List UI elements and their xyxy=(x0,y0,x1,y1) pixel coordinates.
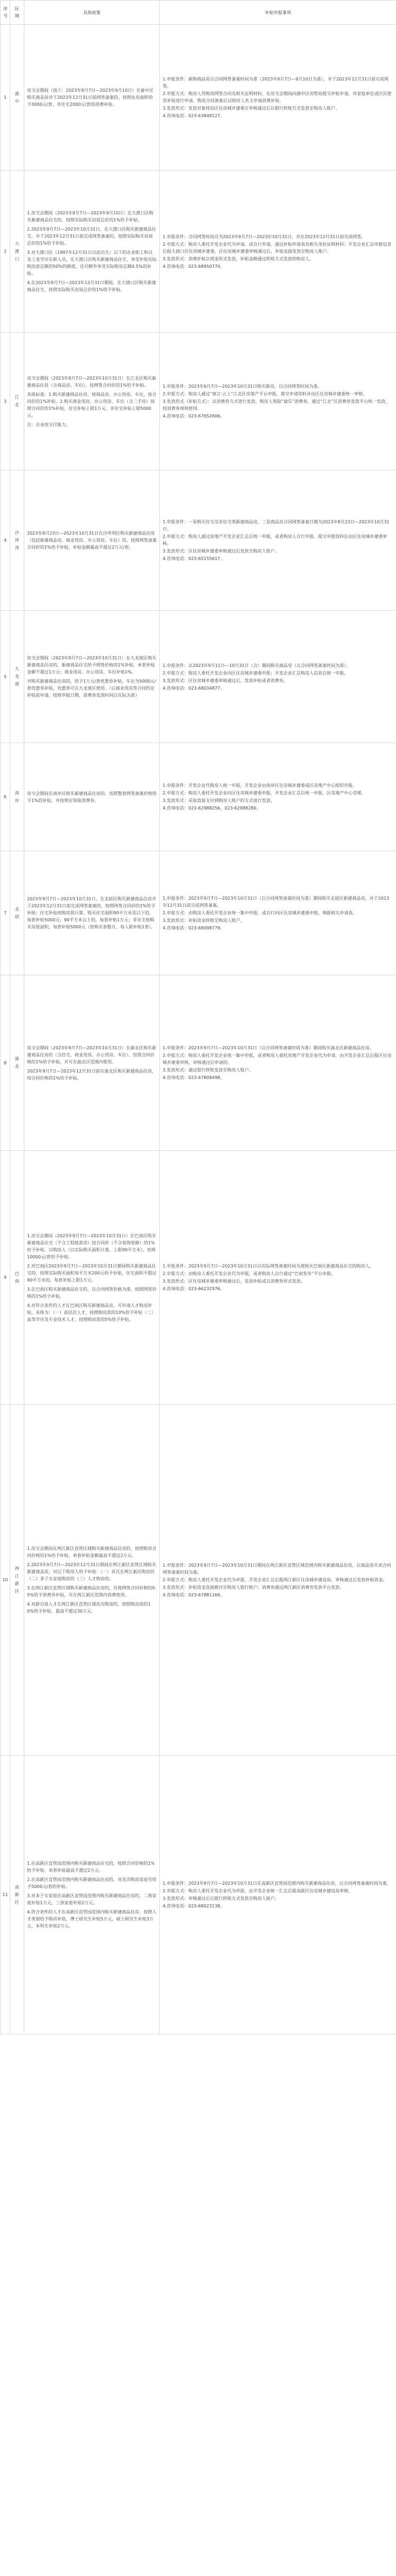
row-policy xyxy=(24,333,160,470)
row-district xyxy=(10,1151,24,1405)
policy-paragraph: 2023年8月23日—2023年10月31日在沙坪坝区购买新建商品住房（包括新建商品房、商业用房、办公用房、车位）的，按照网签备案合同价的1%给予补贴，补贴金额最高不超过2万元/套。 xyxy=(27,531,157,550)
process-paragraph: 4.咨询电话：023-68034877。 xyxy=(163,685,225,691)
process-paragraph: 4.咨询电话：023-68023138。 xyxy=(163,1904,225,1909)
row-process xyxy=(160,470,396,611)
policy-paragraph: 房交会期间（2023年9月7日—2023年10月31日）在江北区购买新建商品住房（含商品房、车位），按网签合同价的1%给予补贴。 xyxy=(27,375,157,388)
process-paragraph: 1.申报条件：2023年9月7日—2023年10月31日在高新区直管园范围内购买新建商品住房，以合同网签备案时间为准。 xyxy=(163,1881,391,1886)
policy-paragraph: 4.符合条件的人才在高新区直管园范围内购买新建商品住房，按照人才类别给予购房补贴，博士研究生补贴5万元，硕士研究生补贴3万元，本科生补贴2万元。 xyxy=(27,1910,157,1928)
process-paragraph: 1.申报条件：一是购买住宅及非住宅类新建商品房，二是商品房合同网签备案日期为2023年8月23日—2023年10月31日。 xyxy=(163,520,390,531)
row-index: 1 xyxy=(1,25,10,171)
policy-paragraph: 2.2023年9月7日—2023年12月31日期间在两江新区直管区域购买新建商品房，对以下购房人给予补贴：（一）首次在两江新区购房的（二）多子女家庭购房的（三）人才购房的。 xyxy=(27,1562,156,1581)
process-paragraph: 4.咨询电话：023-66232976。 xyxy=(163,1286,225,1291)
process-paragraph: 2.申报方式：购房人通过房地产开发企业汇总后统一申报，或者购房人自行申报，提交申报资料后由区住房城乡建委审核。 xyxy=(163,534,387,546)
row-index: 8 xyxy=(1,975,10,1151)
process-paragraph: 2.申报方式：购房人委托开发企业代为申报，由开发企业统一汇总后报高新区住房城乡建设局审核。 xyxy=(163,1889,353,1893)
process-paragraph: 4.咨询电话：023-67808498。 xyxy=(163,1075,225,1080)
policy-paragraph: 3.在两江新区直管区域购买新建商品住房的，另按网签合同价格的0.5%给予消费券补贴，可在两江新区范围内消费使用。 xyxy=(27,1586,157,1597)
header-process: 补贴申报事项 xyxy=(160,1,396,25)
row-index: 4 xyxy=(1,470,10,611)
row-policy xyxy=(24,171,160,333)
row-index: 7 xyxy=(1,851,10,975)
row-district xyxy=(10,171,24,333)
table-row xyxy=(1,470,396,611)
row-process xyxy=(160,743,396,851)
process-paragraph: 1.申报条件：2023年9月7日—2023年10月31日以实际网签备案时间为准购买巴南区新建商品住宅的购房人。 xyxy=(163,1264,374,1269)
table-row xyxy=(1,1756,396,2034)
process-paragraph: 3.发放形式：发放对象将由区住房城乡建委在审核通过后以银行转账方式发放至购房人账户。 xyxy=(163,106,340,111)
row-policy xyxy=(24,743,160,851)
process-paragraph: 2.申报方式：购房人委托开发企业代为申报，开发企业汇总后报两江新区住房城乡建设局，审核通过后发放补贴资金。 xyxy=(163,1577,387,1582)
row-district xyxy=(10,1756,24,2034)
table-row xyxy=(1,333,396,470)
row-process xyxy=(160,1151,396,1405)
policy-paragraph: 2.对巴南区2023年9月7日—2023年10月31日期间购买新建商品住宅的，按照实际购买面积每平方米200元给予补贴，住宅面积不超过90平方米的，每套补贴上限1万元。 xyxy=(27,1263,157,1283)
row-policy xyxy=(24,25,160,171)
table-row xyxy=(1,975,396,1151)
row-district xyxy=(10,25,24,171)
process-paragraph: 2.申报方式：由购房人委托开发企业统一集中申报，或自行向区住房城乡建委申报，填报相关申请表。 xyxy=(163,910,357,915)
process-paragraph: 1.申报条件：2023年9月7日—2023年10月31日（以合同网签备案时间为准）期间购买北碚区新建商品房，并于2023年12月31日前完成网签备案。 xyxy=(163,895,390,908)
row-district xyxy=(10,743,24,851)
table-body xyxy=(1,25,396,2034)
district-name: 南岸 xyxy=(15,790,19,803)
policy-paragraph: 对购买新建商品住房的，给予1万元/套优惠券补贴，车位为5000元/套优惠券补贴，优惠券可在九龙坡区使用。（以商业用房签合同约定补贴前申请，按照申报日期，消费券发放时间以实际为准） xyxy=(27,679,156,698)
row-process xyxy=(160,975,396,1151)
row-process xyxy=(160,611,396,743)
policy-paragraph: 1.房交会期间在两江新区直管区域购买新建商品住房的，按照购房合同价格的1%给予补贴，单套补贴金额最高不超过2万元。 xyxy=(27,1546,157,1558)
row-policy xyxy=(24,1405,160,1756)
row-district xyxy=(10,333,24,470)
policy-paragraph: 1.房交会期间（2023年9月7日—2023年9月10日）在大渡口区购买新建商品住宅的，按照实际购买房屋总价的1%给予补贴。 xyxy=(27,211,153,222)
row-district xyxy=(10,975,24,1151)
row-district xyxy=(10,851,24,975)
policy-paragraph: 2.在高新区直管园范围内购买新建商品住房的，对首次购房家庭另给予5000元/套的补贴。 xyxy=(27,1877,157,1889)
row-process xyxy=(160,851,396,975)
row-process xyxy=(160,333,396,470)
district-name: 沙坪坝 xyxy=(15,530,19,550)
process-paragraph: 4.咨询电话：023-68098779。 xyxy=(163,925,225,930)
policy-paragraph: 4.在2023年9月7日—2023年12月31日期间，在大渡口区购买新建商品住宅，按照实际购买房屋总价的1%给予补贴。 xyxy=(27,280,156,292)
process-paragraph: 1.申报条件：2023年9月7日—2023年10月31日购买新房，以合同网签时间为准。 xyxy=(163,384,322,389)
district-name: 北碚 xyxy=(15,906,19,919)
row-district xyxy=(10,470,24,611)
process-paragraph: 3.发放形式：补贴资金直接拨付至购房人银行账户；消费券通过两江新区消费券发放平台发放。 xyxy=(163,1584,344,1590)
row-district xyxy=(10,1405,24,1756)
policy-paragraph: 1.在高新区直管园范围内购买新建商品住宅的，按照合同价格的1%给予补贴，单套补贴最高不超过2万元。 xyxy=(27,1861,155,1873)
process-paragraph: 4.咨询电话：023-67652606。 xyxy=(163,414,225,419)
row-process xyxy=(160,1405,396,1756)
district-name: 九龙坡 xyxy=(15,666,19,686)
policy-paragraph: 2.2023年9月7日—2023年10月31日，在大渡口区购买新建商品住宅，并于2023年12月31日前完成网签备案的，按照实际购买房屋总价的1%给予补贴。 xyxy=(27,227,156,246)
process-paragraph: 3.发放形式：审核通过后以银行转账方式发放至购房人账户。 xyxy=(163,1896,279,1901)
policy-paragraph: 2023年9月7日—2023年10月31日，在北碚区购买新建商品住房并于2023年12月31日前完成网签备案的，按照网签合同价的1%给予补贴；住宅补贴按购房款计算，购买住宅面积90平方米及以下的，每套补贴5000元；90平方米以上的，每套补贴1万元；非住宅按购买房屋面积，每套补贴5000元（按购买套数计，每人限补贴1套）。 xyxy=(27,896,157,929)
process-paragraph: 2.申报方式：购房人委托开发企业代为申请，或自行申请，通过补贴申请表及相关身份证明材料；开发企业汇总申报信息后报大渡口区住房城乡建委，区住房城乡建委审核通过后，补贴直接发放至购房人账户。 xyxy=(163,241,392,254)
process-paragraph: 2.申报方式：购房人委托开发企业向区住房城乡建委申报，开发企业汇总后统一申报，区房地产中心受理。 xyxy=(163,791,366,795)
district-name: 渝北 xyxy=(15,1056,19,1069)
process-paragraph: 3.发放形式（补贴方式）：以消费券方式进行发放，购房人领取“渝乐”消费券，通过“江北”区消费券发放平台统一发放，按消费券规则使用。 xyxy=(163,399,390,411)
row-index: 5 xyxy=(1,611,10,743)
district-name: 大渡口 xyxy=(15,241,19,261)
process-paragraph: 3.发放形式：通过银行转账发放至购房人账户。 xyxy=(163,1068,253,1073)
row-policy xyxy=(24,1151,160,1405)
policy-paragraph: 3.在巴南区购买新建商品住宅的，以合同网签价格为准，按照网签价格的1%给予补贴。 xyxy=(27,1286,157,1299)
row-process xyxy=(160,25,396,171)
process-paragraph: 1.申报条件：2023年9月7日—2023年10月31日（以合同网签备案时间为准）期间购买渝北区新建商品住房。 xyxy=(163,1046,374,1050)
process-paragraph: 1.申报条件：开发企业代购房人统一申报，开发企业由南岸区住房城乡建委或区房地产中心组织申报。 xyxy=(163,783,357,788)
process-paragraph: 3.发放形式：区住房城乡建委审核通过后，发放补贴或以消费券形式发放。 xyxy=(163,1279,305,1284)
header-policy: 具体政策 xyxy=(24,1,160,25)
process-paragraph: 2.申报方式：购房人委托开发企业向区住房城乡建委申报；开发企业汇总购房人信息后统一申报。 xyxy=(163,670,348,676)
process-paragraph: 2.申报方式：购房人委托开发企业统一集中申报，或者购房人委托房地产开发企业代为申请，由开发企业汇总后报区住房城乡建委审核，审核通过后申请的。 xyxy=(163,1053,392,1065)
row-policy xyxy=(24,611,160,743)
process-paragraph: 3.发放形式：区住房城乡建委审核通过后发放至购房人账户。 xyxy=(163,549,279,554)
policy-paragraph: 注：企业按支付能力。 xyxy=(27,422,70,427)
process-paragraph: 3.发放形式：补贴资金转账至购房人账户。 xyxy=(163,918,245,923)
table-row xyxy=(1,611,396,743)
process-paragraph: 1.申报条件：2023年9月7日—2023年10月31日期间在两江新区直管区域范围内购买新建商品住房，以商品房买卖合同网签备案时间为准。 xyxy=(163,1562,391,1575)
row-policy xyxy=(24,975,160,1151)
process-paragraph: 4.咨询电话：023-68950770。 xyxy=(163,264,225,269)
process-paragraph: 1.申报条件：以2023年9月11日—10月31日（含）期间购买商品房（以合同网签备案时间为准）。 xyxy=(163,663,351,668)
table-header-row xyxy=(1,1,396,25)
policy-paragraph: 具体标准：1.购买新建商品住房，按商品房、办公用房、车位，按合同价的1%补贴。2.购买商业用房、办公用房、车位（含二手房）按照合同价的1%补贴，住宅补贴上限1万元，非住宅补贴上限5000元。 xyxy=(27,392,157,418)
policy-paragraph: 4.对符合条件的人才在巴南区购买新建商品房，可申请人才购房补贴，具体为：（一）高层次人才，按照购房款的10%给予补贴（二）高等学历及专业技术人才，按照购房款的5%给予补贴。 xyxy=(27,1303,156,1322)
row-index: 3 xyxy=(1,333,10,470)
district-name: 高新区 xyxy=(15,1884,19,1905)
process-paragraph: 2.申报方式：购房人通过“寓言·云上”江北区房地产平台申报，提交申请资料并由区住房城乡建委统一审核。 xyxy=(163,392,367,396)
table-row xyxy=(1,171,396,333)
district-name: 两江新区 xyxy=(15,1566,19,1594)
process-paragraph: 3.发放形式：消费补贴以现金形式发放，补贴金额通过转账方式发放给购房人。 xyxy=(163,256,314,261)
policy-paragraph: 4.对新引进人才在两江新区直管区域首次购房的，按照购房款的10%给予补贴，最高不超过30万元。 xyxy=(27,1602,151,1614)
row-policy xyxy=(24,851,160,975)
process-paragraph: 1.申报条件：新购商品房以合同网签备案时间为准（2023年9月7日—9月10日为准），并于2023年12月31日前完成网签。 xyxy=(163,77,389,89)
process-paragraph: 2.申报方式：购房人凭购房网签合同及相关证明材料，在房交会期间向渝中区房管局提交补贴申请。对家庭单位或区民使用补贴进行申请，购房合同备案后以购房人名义申请消费补贴。 xyxy=(163,91,392,103)
row-index: 10 xyxy=(1,1405,10,1756)
row-process xyxy=(160,1756,396,2034)
process-paragraph: 2.申报方式：由购房人委托开发企业代为申报，或者购房人自行通过“巴南发布”平台申报。 xyxy=(163,1271,335,1276)
header-index: 序号 xyxy=(1,1,10,25)
row-index: 11 xyxy=(1,1756,10,2034)
process-paragraph: 3.发放形式：采取直接支付到购房人账户的方式进行发放。 xyxy=(163,798,275,803)
row-policy xyxy=(24,1756,160,2034)
table-row xyxy=(1,1405,396,1756)
policy-paragraph: 房交会期间（线下：2023年9月7日—2023年9月10日）在渝中区购买商品房并于2023年12月31日前网签备案的，按照住房面积给予3000元/套、非住宅2000元/套的消费补贴。 xyxy=(27,88,154,107)
process-paragraph: 4.咨询电话：023-63848127。 xyxy=(163,113,225,118)
district-name: 巴南 xyxy=(15,1271,19,1284)
policy-paragraph: 房交会期间（2023年9月7日—2023年10月31日）在渝北区购买新建商品住房的（含住宅、商业用房、办公用房、车位），按照合同价格的1%给予补贴，并可在渝北区范围内使用。 xyxy=(27,1045,157,1064)
row-index: 6 xyxy=(1,743,10,851)
table-row xyxy=(1,743,396,851)
table-row xyxy=(1,851,396,975)
policy-paragraph: 2023年9月7日—2023年12月31日前在渝北区购买新建商品住房，按合同价格的1%给予补贴。 xyxy=(27,1068,157,1081)
process-paragraph: 4.咨询电话：023-65155617。 xyxy=(163,556,225,561)
process-paragraph: 1.申报条件：合同网签时间应为2023年9月7日—2023年10月31日，并在2023年12月31日前完成网签。 xyxy=(163,234,366,239)
row-index: 2 xyxy=(1,171,10,333)
row-index: 9 xyxy=(1,1151,10,1405)
row-district xyxy=(10,611,24,743)
policy-paragraph: 3.对大渡口区（1997年12月31日以前出生）以下的企业职工和以及工业学历在职人员，在大渡口区购买新建商品住宅，享受补贴实际购房款总额的50%的额度，还可额外享受实际购房总额0.5%的补贴。 xyxy=(27,250,157,276)
header-district: 区域 xyxy=(10,1,24,25)
process-paragraph: 4.咨询电话：023-62988256、023-62988280。 xyxy=(163,806,261,811)
policy-paragraph: 房交会期间（2023年9月7日—2023年10月31日）在九龙坡区购买新建商品住房的，新建商品住宅给予网签价格的1%补贴，单套补贴金额不超过1万元；商业用房、办公用房、车位补贴1%。 xyxy=(27,656,157,675)
table-row xyxy=(1,1151,396,1405)
policy-paragraph: 3.对多子女家庭在高新区直管园范围内购买新建商品住房的，二孩家庭补贴1万元，三孩家庭补贴2万元。 xyxy=(27,1893,157,1905)
process-paragraph: 4.咨询电话：023-67881266。 xyxy=(163,1592,225,1597)
row-process xyxy=(160,171,396,333)
table-row xyxy=(1,25,396,171)
district-name: 渝中 xyxy=(15,91,19,104)
row-policy xyxy=(24,470,160,611)
policy-paragraph: 房交会期间在南岸区购买新建商品住房的，按照整套网签备案价格给予1%的补贴，并按规定领取消费券。 xyxy=(27,791,157,803)
district-name: 江北 xyxy=(15,395,19,407)
process-paragraph: 3.发放形式：区住房城乡建委审核通过后，发放补贴或者消费券。 xyxy=(163,678,288,683)
policy-paragraph: 1.房交会期间（2023年9月7日—2023年10月31日）在巴南区购买新建商品住宅（不含工程抵款房）按合同价（不含装饰装修）的1%给予补贴，以购房人（以实际购买面积计算，上限90平方米），按照10000元/套给予补贴。 xyxy=(27,1233,156,1259)
